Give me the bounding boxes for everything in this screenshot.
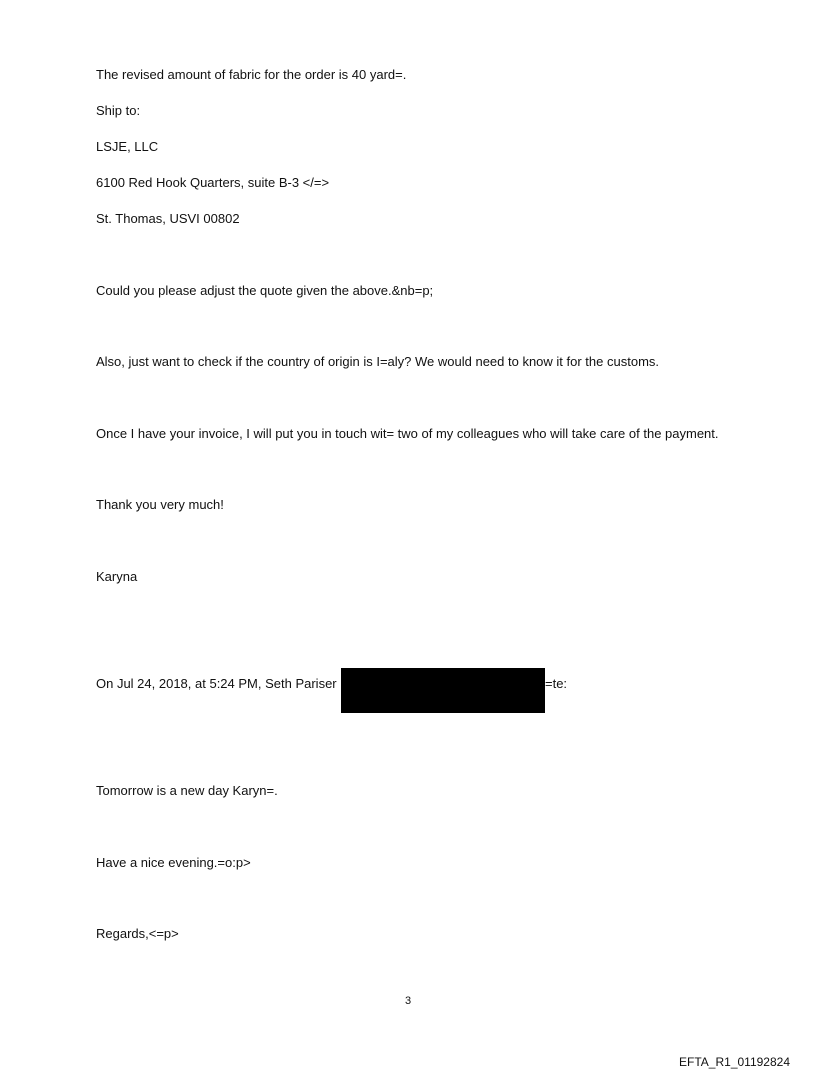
company-name-line: LSJE, LLC (96, 139, 159, 154)
fabric-amount-line: The revised amount of fabric for the order is 40 yard=. (96, 67, 407, 82)
bates-number: EFTA_R1_01192824 (679, 1055, 790, 1069)
quote-header-suffix: =te: (545, 676, 568, 691)
page-number: 3 (404, 995, 412, 1007)
signature-line: Karyna (96, 569, 138, 584)
city-line: St. Thomas, USVI 00802 (96, 211, 240, 226)
thanks-line: Thank you very much! (96, 497, 224, 512)
tomorrow-line: Tomorrow is a new day Karyn=. (96, 783, 278, 798)
street-address-line: 6100 Red Hook Quarters, suite B-3 </=> (96, 175, 330, 190)
country-origin-line: Also, just want to check if the country of origin is I=aly? We would need to know it for the customs. (96, 354, 660, 369)
quote-header-line: On Jul 24, 2018, at 5:24 PM, Seth Pariser (96, 676, 337, 691)
ship-to-label: Ship to: (96, 103, 141, 118)
invoice-line: Once I have your invoice, I will put you in touch wit= two of my colleagues who will take care of the payment. (96, 426, 719, 441)
evening-line: Have a nice evening.=o:p> (96, 855, 251, 870)
regards-line: Regards,<=p> (96, 926, 179, 941)
adjust-quote-line: Could you please adjust the quote given the above.&nb=p; (96, 283, 434, 298)
redaction-box (341, 668, 545, 713)
